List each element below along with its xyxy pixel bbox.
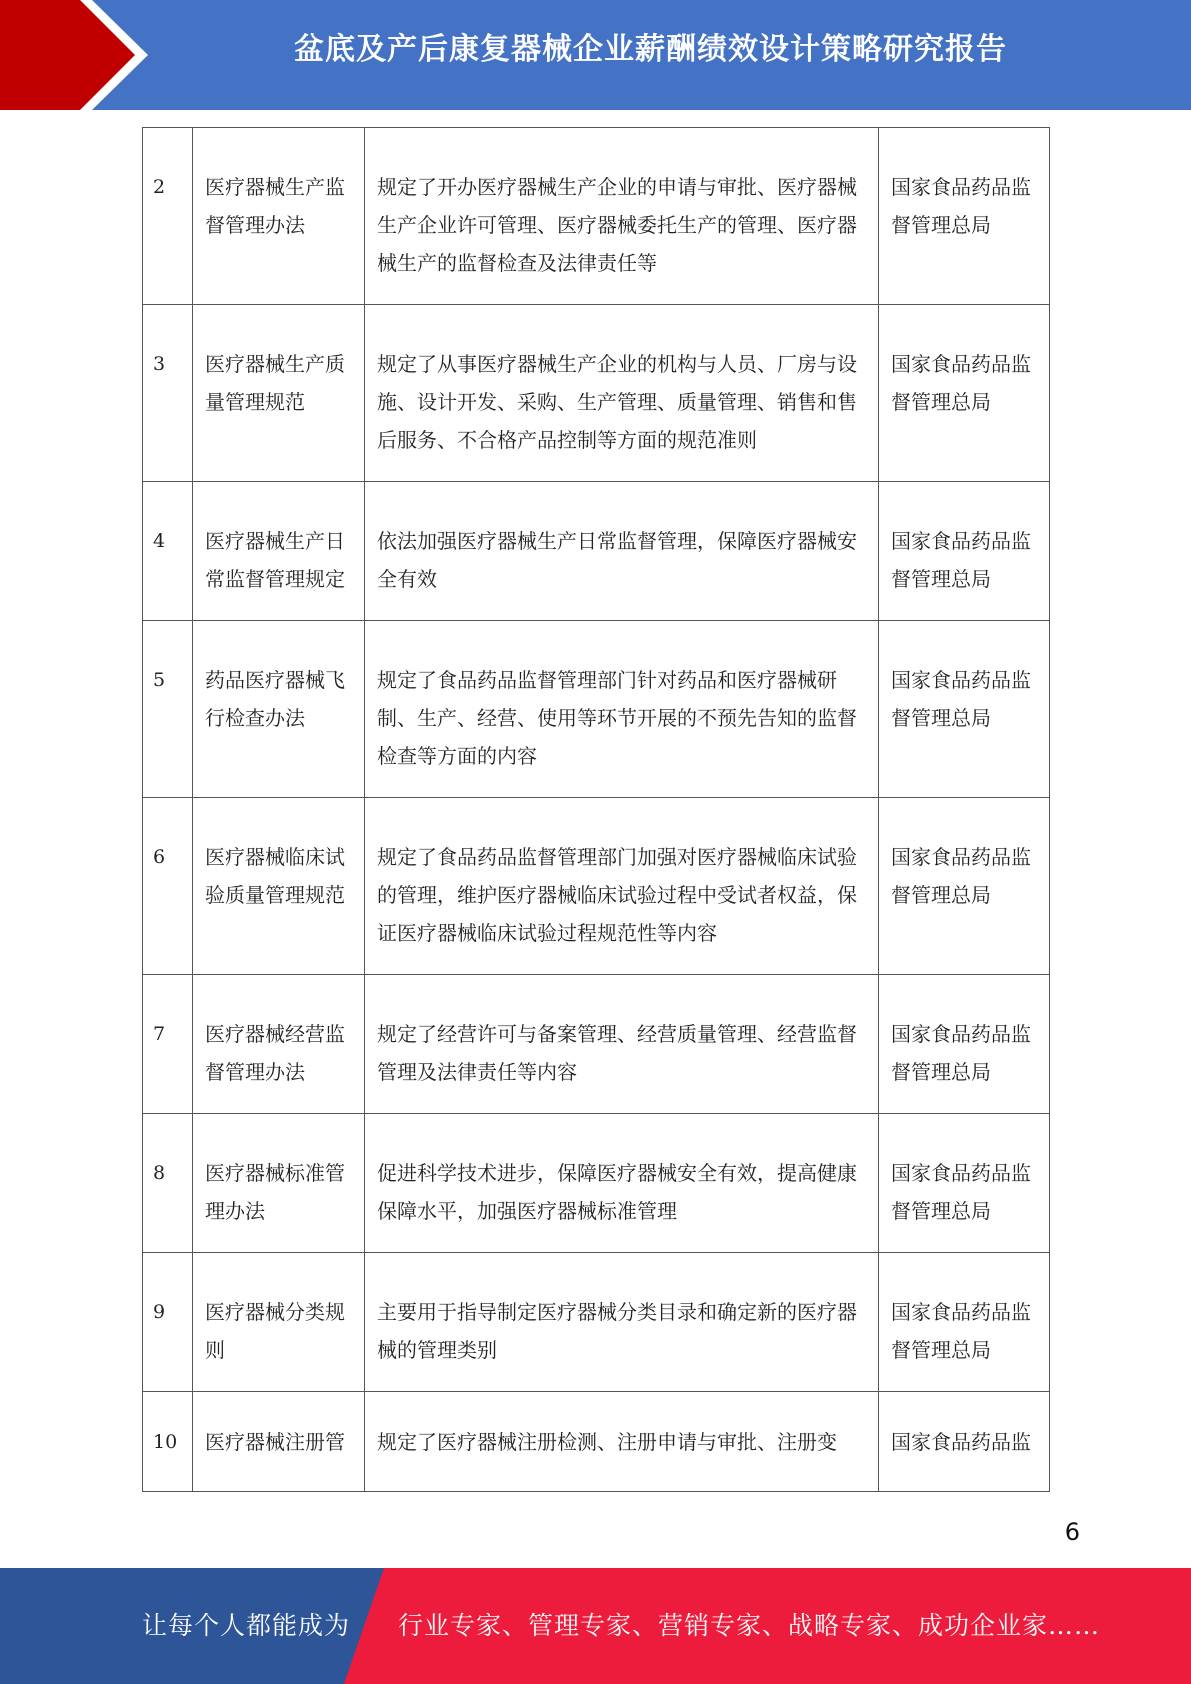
regulation-content: 主要用于指导制定医疗器械分类目录和确定新的医疗器械的管理类别 <box>377 1300 857 1362</box>
table-row <box>143 482 1050 621</box>
header-banner <box>0 0 1191 110</box>
row-number: 6 <box>153 846 166 868</box>
regulation-name-cell <box>193 1253 365 1392</box>
table-row <box>143 1392 1050 1492</box>
issuer: 国家食品药品监督管理总局 <box>891 1300 1031 1362</box>
regulation-name: 医疗器械标准管理办法 <box>205 1161 345 1223</box>
table-row <box>143 975 1050 1114</box>
regulations-table <box>142 127 1050 1492</box>
regulation-name-cell <box>193 621 365 798</box>
regulation-name-cell <box>193 128 365 305</box>
regulation-content-cell <box>365 1253 879 1392</box>
issuer: 国家食品药品监督管理总局 <box>891 352 1031 414</box>
row-number-cell <box>143 975 193 1114</box>
row-number-cell <box>143 798 193 975</box>
regulation-content: 规定了开办医疗器械生产企业的申请与审批、医疗器械生产企业许可管理、医疗器械委托生产的管理、医疗器械生产的监督检查及法律责任等 <box>377 175 857 275</box>
table-row <box>143 1114 1050 1253</box>
issuer: 国家食品药品监督管理总局 <box>891 175 1031 237</box>
issuer-cell <box>879 1114 1050 1253</box>
regulation-content: 规定了从事医疗器械生产企业的机构与人员、厂房与设施、设计开发、采购、生产管理、质量管理、销售和售后服务、不合格产品控制等方面的规范准则 <box>377 352 857 452</box>
header-arrow-decoration <box>0 0 150 110</box>
row-number: 9 <box>153 1301 166 1323</box>
row-number: 10 <box>153 1431 178 1453</box>
row-number-cell <box>143 1253 193 1392</box>
row-number-cell <box>143 1114 193 1253</box>
issuer-cell <box>879 305 1050 482</box>
table-row <box>143 1253 1050 1392</box>
row-number-cell <box>143 128 193 305</box>
regulation-name: 医疗器械生产监督管理办法 <box>205 175 345 237</box>
issuer-cell <box>879 1253 1050 1392</box>
issuer-cell <box>879 482 1050 621</box>
regulation-name: 医疗器械注册管 <box>205 1430 345 1454</box>
regulation-name: 医疗器械临床试验质量管理规范 <box>205 845 345 907</box>
issuer: 国家食品药品监 <box>891 1430 1031 1454</box>
issuer: 国家食品药品监督管理总局 <box>891 529 1031 591</box>
regulation-content-cell <box>365 482 879 621</box>
table-row <box>143 798 1050 975</box>
issuer: 国家食品药品监督管理总局 <box>891 1161 1031 1223</box>
regulation-name: 医疗器械生产质量管理规范 <box>205 352 345 414</box>
regulation-name: 医疗器械经营监督管理办法 <box>205 1022 345 1084</box>
footer-slogan-left: 让每个人都能成为 <box>142 1611 351 1640</box>
regulation-name-cell <box>193 482 365 621</box>
row-number: 2 <box>153 176 166 198</box>
table-row <box>143 128 1050 305</box>
regulation-name-cell <box>193 798 365 975</box>
issuer-cell <box>879 975 1050 1114</box>
regulation-content: 依法加强医疗器械生产日常监督管理，保障医疗器械安全有效 <box>377 529 857 591</box>
table-row <box>143 305 1050 482</box>
regulation-content-cell <box>365 798 879 975</box>
issuer: 国家食品药品监督管理总局 <box>891 845 1031 907</box>
issuer: 国家食品药品监督管理总局 <box>891 668 1031 730</box>
row-number: 4 <box>153 530 166 552</box>
regulation-name: 医疗器械生产日常监督管理规定 <box>205 529 345 591</box>
row-number-cell <box>143 1392 193 1492</box>
page-number: 6 <box>1064 1518 1080 1546</box>
footer-banner <box>0 1568 1191 1684</box>
regulation-content: 规定了医疗器械注册检测、注册申请与审批、注册变 <box>377 1430 837 1454</box>
footer-slogan-right: 行业专家、管理专家、营销专家、战略专家、成功企业家…… <box>398 1611 1101 1640</box>
regulation-content-cell <box>365 975 879 1114</box>
regulation-content: 规定了经营许可与备案管理、经营质量管理、经营监督管理及法律责任等内容 <box>377 1022 857 1084</box>
regulation-content-cell <box>365 305 879 482</box>
issuer: 国家食品药品监督管理总局 <box>891 1022 1031 1084</box>
regulation-content: 规定了食品药品监督管理部门针对药品和医疗器械研制、生产、经营、使用等环节开展的不预先告知的监督检查等方面的内容 <box>377 668 857 768</box>
table-row <box>143 621 1050 798</box>
regulation-name-cell <box>193 1392 365 1492</box>
row-number-cell <box>143 305 193 482</box>
row-number: 5 <box>153 669 166 691</box>
report-title: 盆底及产后康复器械企业薪酬绩效设计策略研究报告 <box>294 32 1007 67</box>
regulation-name-cell <box>193 1114 365 1253</box>
regulation-content-cell <box>365 1114 879 1253</box>
row-number: 8 <box>153 1162 166 1184</box>
regulation-content-cell <box>365 1392 879 1492</box>
issuer-cell <box>879 128 1050 305</box>
regulation-name-cell <box>193 975 365 1114</box>
issuer-cell <box>879 798 1050 975</box>
row-number: 3 <box>153 353 166 375</box>
row-number-cell <box>143 621 193 798</box>
issuer-cell <box>879 1392 1050 1492</box>
regulation-name: 医疗器械分类规则 <box>205 1300 345 1362</box>
regulation-content-cell <box>365 621 879 798</box>
row-number: 7 <box>153 1023 166 1045</box>
regulation-name-cell <box>193 305 365 482</box>
regulation-content-cell <box>365 128 879 305</box>
regulation-content: 规定了食品药品监督管理部门加强对医疗器械临床试验的管理，维护医疗器械临床试验过程中受试者权益，保证医疗器械临床试验过程规范性等内容 <box>377 845 857 945</box>
issuer-cell <box>879 621 1050 798</box>
regulation-content: 促进科学技术进步，保障医疗器械安全有效，提高健康保障水平，加强医疗器械标准管理 <box>377 1161 857 1223</box>
regulation-name: 药品医疗器械飞行检查办法 <box>205 668 345 730</box>
row-number-cell <box>143 482 193 621</box>
